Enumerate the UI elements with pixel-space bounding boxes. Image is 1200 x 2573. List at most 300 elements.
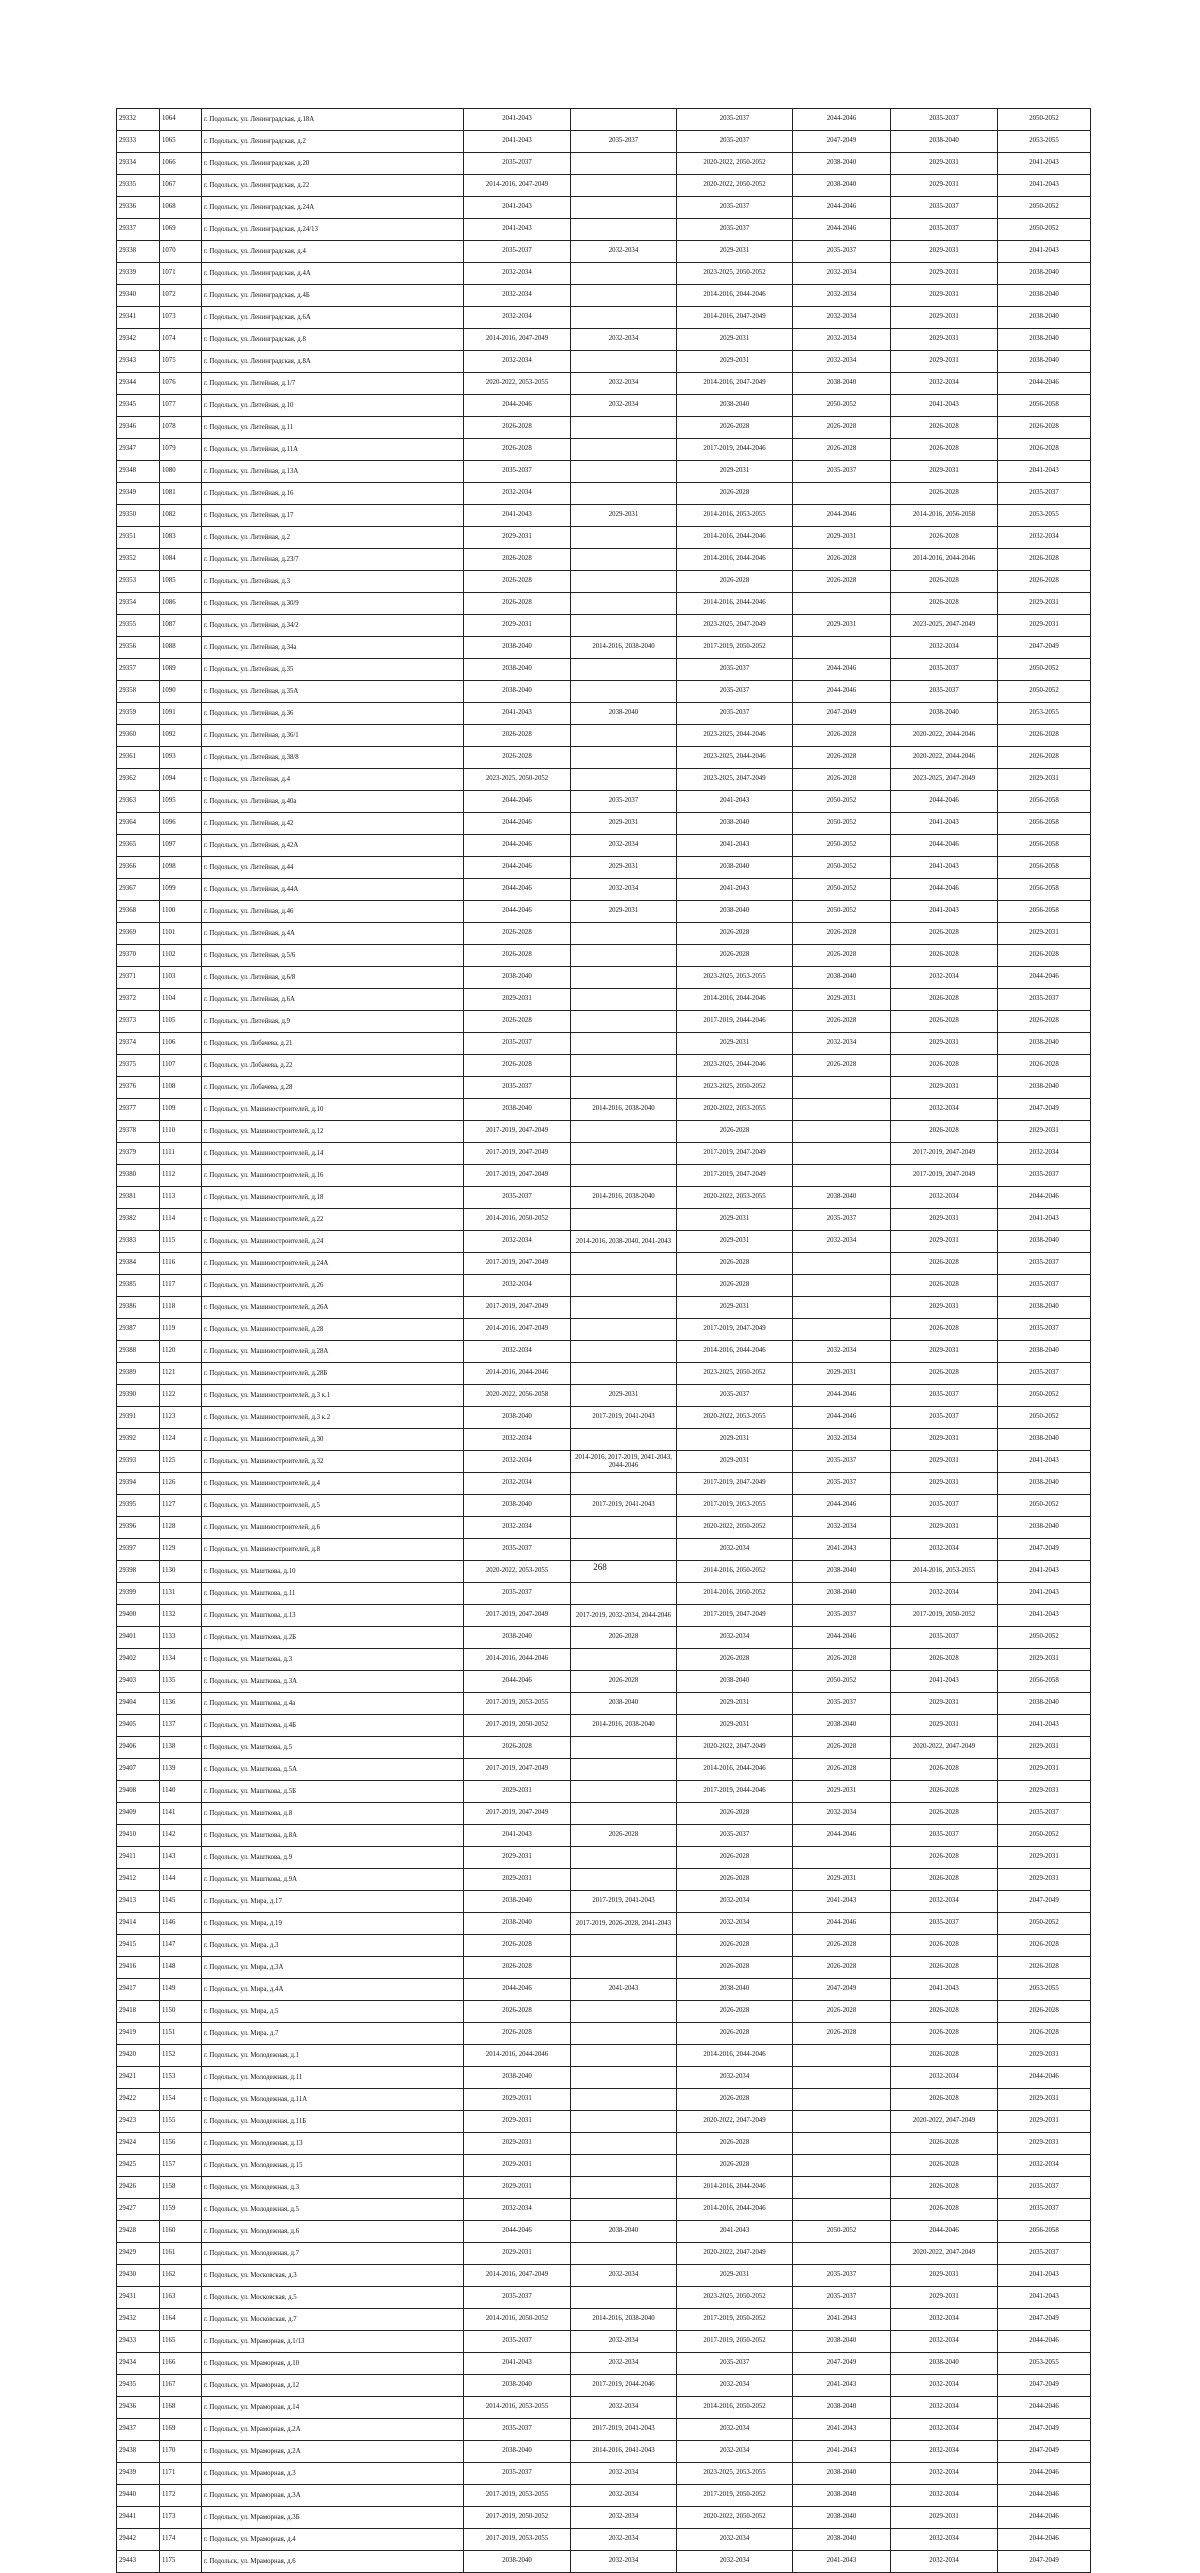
building-id-cell: 1114 <box>160 1209 202 1231</box>
table-row <box>117 527 1091 549</box>
period-col-3-cell: 2029-2031 <box>677 1209 793 1231</box>
period-col-1-cell: 2020-2022, 2053-2055 <box>464 1561 571 1583</box>
table-row <box>117 1605 1091 1627</box>
record-number-cell: 29410 <box>117 1825 160 1847</box>
address-cell: г. Подольск, ул. Литейная, д.10 <box>202 395 464 417</box>
period-col-3-cell: 2026-2028 <box>677 1847 793 1869</box>
period-col-5-cell: 2035-2037 <box>891 197 998 219</box>
address-cell: г. Подольск, ул. Литейная, д.17 <box>202 505 464 527</box>
period-col-6-cell: 2056-2058 <box>998 835 1091 857</box>
period-col-1-cell: 2032-2034 <box>464 2199 571 2221</box>
building-id-cell: 1109 <box>160 1099 202 1121</box>
period-col-6-cell: 2035-2037 <box>998 1803 1091 1825</box>
record-number-cell: 29428 <box>117 2221 160 2243</box>
building-id-cell: 1085 <box>160 571 202 593</box>
period-col-6-cell: 2038-2040 <box>998 1077 1091 1099</box>
period-col-2-cell <box>571 681 677 703</box>
period-col-1-cell: 2023-2025, 2050-2052 <box>464 769 571 791</box>
record-number-cell: 29334 <box>117 153 160 175</box>
period-col-1-cell: 2038-2040 <box>464 2441 571 2463</box>
period-col-6-cell: 2038-2040 <box>998 1429 1091 1451</box>
period-col-2-cell <box>571 2001 677 2023</box>
period-col-2-cell: 2032-2034 <box>571 395 677 417</box>
address-cell: г. Подольск, ул. Литейная, д.34а <box>202 637 464 659</box>
period-col-3-cell: 2038-2040 <box>677 1979 793 2001</box>
period-col-4-cell: 2050-2052 <box>793 813 891 835</box>
period-col-6-cell: 2050-2052 <box>998 109 1091 131</box>
table-row <box>117 1077 1091 1099</box>
record-number-cell: 29436 <box>117 2397 160 2419</box>
address-cell: г. Подольск, ул. Машиностроителей, д.26 <box>202 1275 464 1297</box>
period-col-6-cell: 2026-2028 <box>998 1957 1091 1979</box>
period-col-1-cell: 2014-2016, 2050-2052 <box>464 1209 571 1231</box>
period-col-5-cell: 2026-2028 <box>891 2045 998 2067</box>
table-row <box>117 2463 1091 2485</box>
period-col-2-cell <box>571 1957 677 1979</box>
building-id-cell: 1127 <box>160 1495 202 1517</box>
table-row <box>117 2375 1091 2397</box>
record-number-cell: 29333 <box>117 131 160 153</box>
period-col-1-cell: 2017-2019, 2053-2055 <box>464 2529 571 2551</box>
record-number-cell: 29413 <box>117 1891 160 1913</box>
period-col-1-cell: 2035-2037 <box>464 1033 571 1055</box>
record-number-cell: 29337 <box>117 219 160 241</box>
period-col-1-cell: 2014-2016, 2044-2046 <box>464 2045 571 2067</box>
building-id-cell: 1161 <box>160 2243 202 2265</box>
period-col-6-cell: 2029-2031 <box>998 769 1091 791</box>
table-row <box>117 373 1091 395</box>
table-row <box>117 1451 1091 1473</box>
record-number-cell: 29370 <box>117 945 160 967</box>
period-col-3-cell: 2029-2031 <box>677 1231 793 1253</box>
period-col-3-cell: 2023-2025, 2044-2046 <box>677 1055 793 1077</box>
period-col-5-cell: 2041-2043 <box>891 1671 998 1693</box>
building-id-cell: 1172 <box>160 2485 202 2507</box>
period-col-3-cell: 2020-2022, 2047-2049 <box>677 1737 793 1759</box>
address-cell: г. Подольск, ул. Молодежная, д.11А <box>202 2089 464 2111</box>
period-col-1-cell: 2029-2031 <box>464 2111 571 2133</box>
building-id-cell: 1086 <box>160 593 202 615</box>
record-number-cell: 29349 <box>117 483 160 505</box>
period-col-4-cell: 2026-2028 <box>793 1759 891 1781</box>
period-col-5-cell: 2044-2046 <box>891 879 998 901</box>
period-col-4-cell: 2032-2034 <box>793 1803 891 1825</box>
period-col-3-cell: 2020-2022, 2047-2049 <box>677 2111 793 2133</box>
period-col-5-cell: 2029-2031 <box>891 461 998 483</box>
period-col-2-cell <box>571 1209 677 1231</box>
record-number-cell: 29426 <box>117 2177 160 2199</box>
building-id-cell: 1131 <box>160 1583 202 1605</box>
period-col-3-cell: 2035-2037 <box>677 681 793 703</box>
period-col-2-cell: 2032-2034 <box>571 241 677 263</box>
period-col-5-cell: 2026-2028 <box>891 945 998 967</box>
address-cell: г. Подольск, ул. Молодежная, д.6 <box>202 2221 464 2243</box>
building-id-cell: 1169 <box>160 2419 202 2441</box>
address-cell: г. Подольск, ул. Мраморная, д.12 <box>202 2375 464 2397</box>
period-col-5-cell: 2038-2040 <box>891 131 998 153</box>
building-id-cell: 1081 <box>160 483 202 505</box>
building-id-cell: 1130 <box>160 1561 202 1583</box>
building-id-cell: 1113 <box>160 1187 202 1209</box>
period-col-3-cell: 2035-2037 <box>677 131 793 153</box>
period-col-6-cell: 2053-2055 <box>998 1979 1091 2001</box>
period-col-1-cell: 2026-2028 <box>464 725 571 747</box>
table-row <box>117 219 1091 241</box>
period-col-3-cell: 2023-2025, 2050-2052 <box>677 2287 793 2309</box>
address-cell: г. Подольск, ул. Ленинградская, д.2 <box>202 131 464 153</box>
period-col-6-cell: 2035-2037 <box>998 2199 1091 2221</box>
period-col-5-cell: 2035-2037 <box>891 1495 998 1517</box>
building-id-cell: 1104 <box>160 989 202 1011</box>
building-id-cell: 1072 <box>160 285 202 307</box>
table-row <box>117 1979 1091 2001</box>
register-table <box>116 108 1091 2573</box>
record-number-cell: 29360 <box>117 725 160 747</box>
period-col-3-cell: 2020-2022, 2053-2055 <box>677 1407 793 1429</box>
address-cell: г. Подольск, ул. Литейная, д.42А <box>202 835 464 857</box>
period-col-1-cell: 2041-2043 <box>464 131 571 153</box>
building-id-cell: 1094 <box>160 769 202 791</box>
table-row <box>117 2507 1091 2529</box>
record-number-cell: 29417 <box>117 1979 160 2001</box>
period-col-3-cell: 2029-2031 <box>677 461 793 483</box>
address-cell: г. Подольск, ул. Машткова, д.4Б <box>202 1715 464 1737</box>
period-col-1-cell: 2041-2043 <box>464 505 571 527</box>
period-col-3-cell: 2035-2037 <box>677 2353 793 2375</box>
period-col-4-cell: 2041-2043 <box>793 1539 891 1561</box>
address-cell: г. Подольск, ул. Ленинградская, д.4Б <box>202 285 464 307</box>
building-id-cell: 1115 <box>160 1231 202 1253</box>
period-col-4-cell: 2029-2031 <box>793 1869 891 1891</box>
record-number-cell: 29357 <box>117 659 160 681</box>
period-col-3-cell: 2017-2019, 2044-2046 <box>677 439 793 461</box>
record-number-cell: 29430 <box>117 2265 160 2287</box>
period-col-5-cell: 2032-2034 <box>891 2529 998 2551</box>
period-col-3-cell: 2014-2016, 2050-2052 <box>677 1583 793 1605</box>
period-col-6-cell: 2050-2052 <box>998 1825 1091 1847</box>
period-col-4-cell <box>793 2089 891 2111</box>
period-col-6-cell: 2038-2040 <box>998 1341 1091 1363</box>
period-col-1-cell: 2035-2037 <box>464 2419 571 2441</box>
period-col-4-cell: 2038-2040 <box>793 2397 891 2419</box>
period-col-3-cell: 2035-2037 <box>677 109 793 131</box>
period-col-5-cell: 2044-2046 <box>891 791 998 813</box>
period-col-5-cell: 2026-2028 <box>891 2089 998 2111</box>
record-number-cell: 29338 <box>117 241 160 263</box>
address-cell: г. Подольск, ул. Молодежная, д.11 <box>202 2067 464 2089</box>
record-number-cell: 29441 <box>117 2507 160 2529</box>
period-col-3-cell: 2041-2043 <box>677 879 793 901</box>
address-cell: г. Подольск, ул. Ленинградская, д.20 <box>202 153 464 175</box>
period-col-2-cell: 2017-2019, 2041-2043 <box>571 1407 677 1429</box>
period-col-5-cell: 2032-2034 <box>891 2309 998 2331</box>
period-col-2-cell: 2014-2016, 2038-2040 <box>571 1715 677 1737</box>
period-col-4-cell <box>793 1253 891 1275</box>
period-col-4-cell: 2044-2046 <box>793 1913 891 1935</box>
period-col-5-cell: 2032-2034 <box>891 1891 998 1913</box>
period-col-4-cell: 2032-2034 <box>793 307 891 329</box>
record-number-cell: 29348 <box>117 461 160 483</box>
period-col-1-cell: 2035-2037 <box>464 1583 571 1605</box>
period-col-1-cell: 2035-2037 <box>464 2331 571 2353</box>
building-id-cell: 1167 <box>160 2375 202 2397</box>
period-col-2-cell <box>571 1297 677 1319</box>
period-col-2-cell: 2032-2034 <box>571 2265 677 2287</box>
period-col-4-cell: 2038-2040 <box>793 175 891 197</box>
period-col-2-cell <box>571 197 677 219</box>
period-col-4-cell: 2032-2034 <box>793 285 891 307</box>
period-col-3-cell: 2032-2034 <box>677 2529 793 2551</box>
period-col-2-cell <box>571 2199 677 2221</box>
period-col-6-cell: 2038-2040 <box>998 351 1091 373</box>
period-col-2-cell <box>571 1649 677 1671</box>
period-col-6-cell: 2041-2043 <box>998 153 1091 175</box>
period-col-6-cell: 2056-2058 <box>998 2221 1091 2243</box>
period-col-4-cell: 2038-2040 <box>793 1715 891 1737</box>
period-col-5-cell: 2014-2016, 2044-2046 <box>891 549 998 571</box>
period-col-2-cell <box>571 483 677 505</box>
record-number-cell: 29412 <box>117 1869 160 1891</box>
record-number-cell: 29384 <box>117 1253 160 1275</box>
period-col-1-cell: 2014-2016, 2050-2052 <box>464 2309 571 2331</box>
building-id-cell: 1070 <box>160 241 202 263</box>
building-id-cell: 1121 <box>160 1363 202 1385</box>
period-col-2-cell <box>571 417 677 439</box>
period-col-5-cell: 2032-2034 <box>891 2463 998 2485</box>
period-col-4-cell: 2026-2028 <box>793 1935 891 1957</box>
table-row <box>117 659 1091 681</box>
period-col-2-cell <box>571 285 677 307</box>
period-col-6-cell: 2038-2040 <box>998 1473 1091 1495</box>
period-col-6-cell: 2041-2043 <box>998 1583 1091 1605</box>
period-col-2-cell <box>571 1143 677 1165</box>
period-col-2-cell: 2038-2040 <box>571 703 677 725</box>
period-col-3-cell: 2029-2031 <box>677 1451 793 1473</box>
period-col-6-cell: 2050-2052 <box>998 1627 1091 1649</box>
period-col-6-cell: 2041-2043 <box>998 1561 1091 1583</box>
period-col-6-cell: 2026-2028 <box>998 1011 1091 1033</box>
period-col-5-cell: 2029-2031 <box>891 153 998 175</box>
record-number-cell: 29431 <box>117 2287 160 2309</box>
record-number-cell: 29380 <box>117 1165 160 1187</box>
building-id-cell: 1074 <box>160 329 202 351</box>
period-col-2-cell <box>571 153 677 175</box>
record-number-cell: 29352 <box>117 549 160 571</box>
period-col-1-cell: 2026-2028 <box>464 1957 571 1979</box>
period-col-2-cell <box>571 747 677 769</box>
building-id-cell: 1170 <box>160 2441 202 2463</box>
period-col-5-cell: 2020-2022, 2047-2049 <box>891 2243 998 2265</box>
period-col-3-cell: 2035-2037 <box>677 659 793 681</box>
period-col-6-cell: 2035-2037 <box>998 989 1091 1011</box>
period-col-6-cell: 2029-2031 <box>998 2089 1091 2111</box>
record-number-cell: 29383 <box>117 1231 160 1253</box>
table-row <box>117 417 1091 439</box>
period-col-1-cell: 2026-2028 <box>464 549 571 571</box>
period-col-1-cell: 2017-2019, 2047-2049 <box>464 1165 571 1187</box>
period-col-4-cell: 2032-2034 <box>793 1429 891 1451</box>
building-id-cell: 1120 <box>160 1341 202 1363</box>
record-number-cell: 29420 <box>117 2045 160 2067</box>
period-col-3-cell: 2026-2028 <box>677 1935 793 1957</box>
period-col-5-cell: 2029-2031 <box>891 307 998 329</box>
period-col-5-cell: 2026-2028 <box>891 1957 998 1979</box>
period-col-1-cell: 2026-2028 <box>464 1011 571 1033</box>
period-col-2-cell <box>571 175 677 197</box>
period-col-5-cell: 2029-2031 <box>891 329 998 351</box>
period-col-6-cell: 2041-2043 <box>998 241 1091 263</box>
record-number-cell: 29382 <box>117 1209 160 1231</box>
period-col-2-cell: 2032-2034 <box>571 2529 677 2551</box>
period-col-3-cell: 2026-2028 <box>677 2089 793 2111</box>
record-number-cell: 29355 <box>117 615 160 637</box>
record-number-cell: 29379 <box>117 1143 160 1165</box>
table-row <box>117 1847 1091 1869</box>
period-col-3-cell: 2020-2022, 2047-2049 <box>677 2243 793 2265</box>
building-id-cell: 1101 <box>160 923 202 945</box>
period-col-2-cell <box>571 2111 677 2133</box>
table-row <box>117 1011 1091 1033</box>
period-col-4-cell: 2044-2046 <box>793 1385 891 1407</box>
period-col-1-cell: 2044-2046 <box>464 791 571 813</box>
address-cell: г. Подольск, ул. Машткова, д.2Б <box>202 1627 464 1649</box>
period-col-2-cell <box>571 1869 677 1891</box>
period-col-3-cell: 2041-2043 <box>677 2221 793 2243</box>
period-col-4-cell: 2041-2043 <box>793 2551 891 2573</box>
address-cell: г. Подольск, ул. Мира, д.3 <box>202 1935 464 1957</box>
period-col-5-cell: 2026-2028 <box>891 2001 998 2023</box>
period-col-3-cell: 2029-2031 <box>677 329 793 351</box>
address-cell: г. Подольск, ул. Мира, д.3А <box>202 1957 464 1979</box>
building-id-cell: 1145 <box>160 1891 202 1913</box>
period-col-4-cell: 2038-2040 <box>793 2331 891 2353</box>
period-col-1-cell: 2026-2028 <box>464 2001 571 2023</box>
period-col-6-cell: 2029-2031 <box>998 1737 1091 1759</box>
period-col-4-cell: 2047-2049 <box>793 1979 891 2001</box>
table-row <box>117 2199 1091 2221</box>
record-number-cell: 29377 <box>117 1099 160 1121</box>
building-id-cell: 1151 <box>160 2023 202 2045</box>
period-col-5-cell: 2038-2040 <box>891 703 998 725</box>
period-col-4-cell: 2047-2049 <box>793 2353 891 2375</box>
period-col-5-cell: 2029-2031 <box>891 1231 998 1253</box>
address-cell: г. Подольск, ул. Машткова, д.5А <box>202 1759 464 1781</box>
period-col-5-cell: 2029-2031 <box>891 1451 998 1473</box>
period-col-4-cell: 2038-2040 <box>793 1583 891 1605</box>
period-col-5-cell: 2032-2034 <box>891 2485 998 2507</box>
period-col-6-cell: 2026-2028 <box>998 747 1091 769</box>
address-cell: г. Подольск, ул. Литейная, д.30/9 <box>202 593 464 615</box>
table-row <box>117 2265 1091 2287</box>
table-row <box>117 1803 1091 1825</box>
address-cell: г. Подольск, ул. Машткова, д.9 <box>202 1847 464 1869</box>
period-col-3-cell: 2041-2043 <box>677 791 793 813</box>
period-col-4-cell: 2032-2034 <box>793 1517 891 1539</box>
record-number-cell: 29434 <box>117 2353 160 2375</box>
period-col-3-cell: 2035-2037 <box>677 197 793 219</box>
period-col-3-cell: 2026-2028 <box>677 1957 793 1979</box>
period-col-6-cell: 2056-2058 <box>998 879 1091 901</box>
address-cell: г. Подольск, ул. Литейная, д.4А <box>202 923 464 945</box>
period-col-2-cell <box>571 1803 677 1825</box>
table-row <box>117 1121 1091 1143</box>
period-col-1-cell: 2017-2019, 2050-2052 <box>464 1715 571 1737</box>
period-col-2-cell: 2032-2034 <box>571 835 677 857</box>
address-cell: г. Подольск, ул. Машиностроителей, д.14 <box>202 1143 464 1165</box>
table-row <box>117 483 1091 505</box>
address-cell: г. Подольск, ул. Машиностроителей, д.28А <box>202 1341 464 1363</box>
period-col-6-cell: 2044-2046 <box>998 967 1091 989</box>
record-number-cell: 29402 <box>117 1649 160 1671</box>
period-col-6-cell: 2029-2031 <box>998 1649 1091 1671</box>
period-col-3-cell: 2014-2016, 2044-2046 <box>677 593 793 615</box>
period-col-2-cell: 2029-2031 <box>571 901 677 923</box>
record-number-cell: 29395 <box>117 1495 160 1517</box>
period-col-5-cell: 2041-2043 <box>891 857 998 879</box>
building-id-cell: 1076 <box>160 373 202 395</box>
period-col-4-cell: 2044-2046 <box>793 505 891 527</box>
period-col-4-cell: 2035-2037 <box>793 1473 891 1495</box>
building-id-cell: 1096 <box>160 813 202 835</box>
period-col-6-cell: 2044-2046 <box>998 2507 1091 2529</box>
table-row <box>117 791 1091 813</box>
period-col-6-cell: 2050-2052 <box>998 1385 1091 1407</box>
building-id-cell: 1122 <box>160 1385 202 1407</box>
period-col-4-cell: 2035-2037 <box>793 2265 891 2287</box>
address-cell: г. Подольск, ул. Литейная, д.6А <box>202 989 464 1011</box>
period-col-3-cell: 2014-2016, 2044-2046 <box>677 1759 793 1781</box>
address-cell: г. Подольск, ул. Московская, д.7 <box>202 2309 464 2331</box>
period-col-2-cell <box>571 659 677 681</box>
period-col-4-cell: 2050-2052 <box>793 879 891 901</box>
period-col-3-cell: 2023-2025, 2053-2055 <box>677 967 793 989</box>
period-col-1-cell: 2035-2037 <box>464 2287 571 2309</box>
address-cell: г. Подольск, ул. Мраморная, д.4 <box>202 2529 464 2551</box>
period-col-1-cell: 2017-2019, 2047-2049 <box>464 1121 571 1143</box>
address-cell: г. Подольск, ул. Мраморная, д.14 <box>202 2397 464 2419</box>
table-row <box>117 1385 1091 1407</box>
period-col-2-cell: 2014-2016, 2017-2019, 2041-2043, 2044-2046 <box>571 1451 677 1473</box>
building-id-cell: 1141 <box>160 1803 202 1825</box>
period-col-4-cell <box>793 2045 891 2067</box>
period-col-3-cell: 2017-2019, 2047-2049 <box>677 1319 793 1341</box>
period-col-1-cell: 2026-2028 <box>464 1055 571 1077</box>
table-row <box>117 1583 1091 1605</box>
period-col-6-cell: 2026-2028 <box>998 439 1091 461</box>
period-col-5-cell: 2020-2022, 2044-2046 <box>891 747 998 769</box>
period-col-1-cell: 2029-2031 <box>464 2133 571 2155</box>
table-row <box>117 351 1091 373</box>
period-col-3-cell: 2038-2040 <box>677 813 793 835</box>
period-col-2-cell <box>571 1055 677 1077</box>
table-row <box>117 945 1091 967</box>
period-col-3-cell: 2029-2031 <box>677 241 793 263</box>
table-row <box>117 725 1091 747</box>
period-col-6-cell: 2044-2046 <box>998 373 1091 395</box>
period-col-3-cell: 2020-2022, 2053-2055 <box>677 1187 793 1209</box>
address-cell: г. Подольск, ул. Машиностроителей, д.3 к.1 <box>202 1385 464 1407</box>
table-row <box>117 1033 1091 1055</box>
address-cell: г. Подольск, ул. Литейная, д.11 <box>202 417 464 439</box>
record-number-cell: 29364 <box>117 813 160 835</box>
period-col-5-cell: 2032-2034 <box>891 2331 998 2353</box>
period-col-3-cell: 2038-2040 <box>677 901 793 923</box>
address-cell: г. Подольск, ул. Молодежная, д.1 <box>202 2045 464 2067</box>
address-cell: г. Подольск, ул. Литейная, д.42 <box>202 813 464 835</box>
period-col-6-cell: 2026-2028 <box>998 1935 1091 1957</box>
period-col-5-cell: 2029-2031 <box>891 241 998 263</box>
period-col-6-cell: 2044-2046 <box>998 2397 1091 2419</box>
